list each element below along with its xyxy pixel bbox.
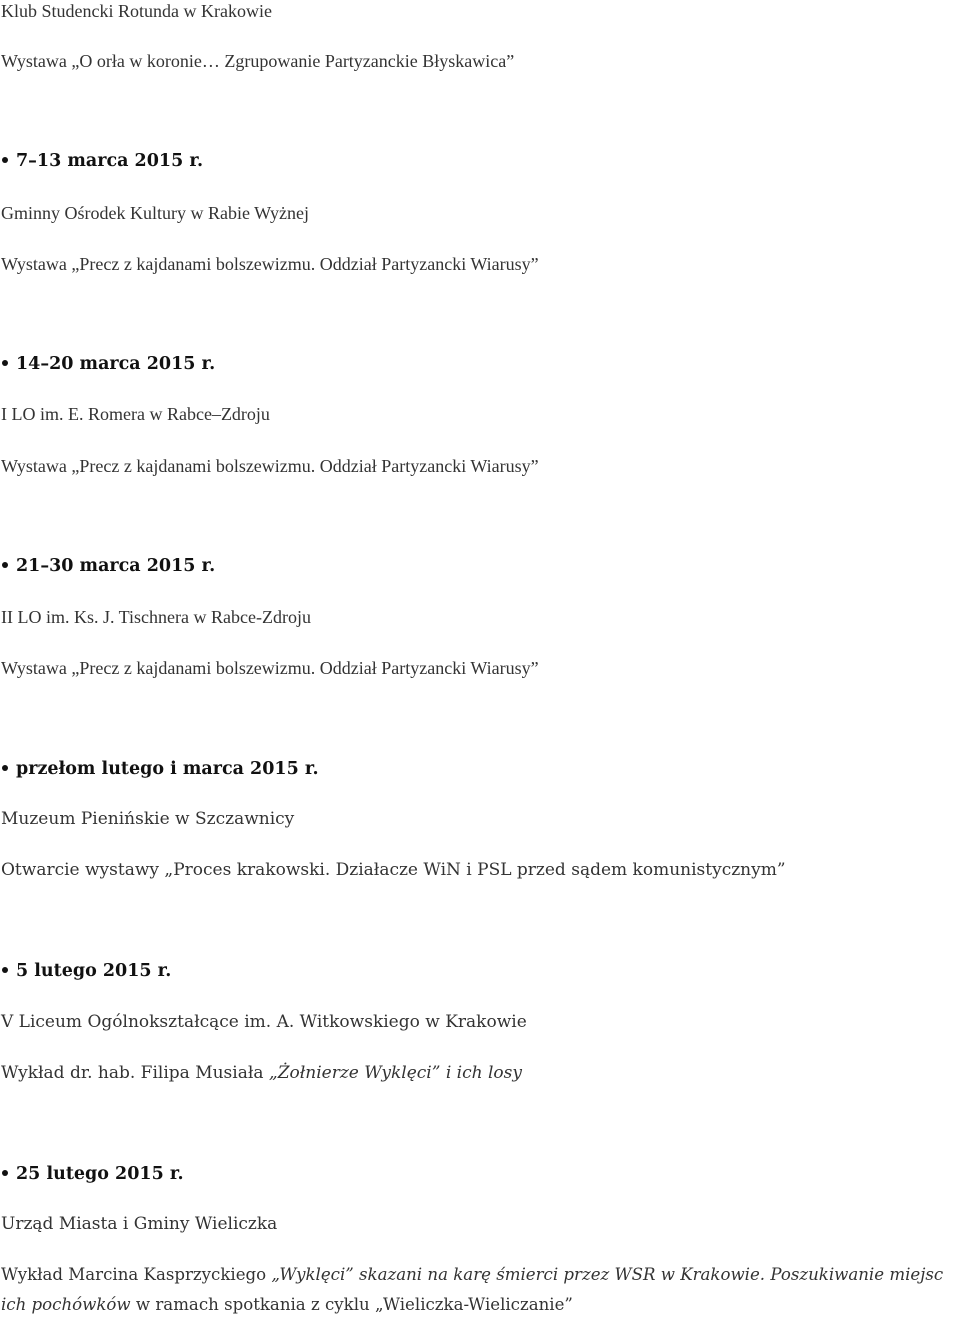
event-text-italic: „Wyklęci” skazani na karę śmierci przez WSR w Krakowie. Poszukiwanie miejsc ich pochówków [1,1265,944,1314]
event-text: Wystawa „Precz z kajdanami bolszewizmu. Oddział Partyzancki Wiarusy” [1,254,539,274]
event-text [1,1260,960,1320]
event-text: Wystawa „Precz z kajdanami bolszewizmu. Oddział Partyzancki Wiarusy” [1,658,539,678]
event-text [1,1062,522,1084]
venue-text: Urząd Miasta i Gminy Wieliczka [1,1214,278,1234]
venue-text: V Liceum Ogólnokształcące im. A. Witkowskiego w Krakowie [1,1012,527,1032]
venue-text: Klub Studencki Rotunda w Krakowie [1,1,272,21]
list-item-date [1,960,171,982]
list-item-date [1,758,319,780]
date-text: 14–20 marca 2015 r. [16,354,216,374]
date-text: 7–13 marca 2015 r. [16,151,204,171]
event-text-italic: „Żołnierze Wyklęci” i ich losy [268,1063,522,1083]
bullet-icon [2,562,8,568]
event-text: Wystawa „O orła w koronie… Zgrupowanie Partyzanckie Błyskawica” [1,51,515,71]
event-text-plain: Wykład dr. hab. Filipa Musiała [1,1063,269,1083]
event-text: Wystawa „Precz z kajdanami bolszewizmu. Oddział Partyzancki Wiarusy” [1,456,539,476]
bullet-icon [2,157,8,163]
venue-text: Muzeum Pienińskie w Szczawnicy [1,809,295,829]
venue-text: II LO im. Ks. J. Tischnera w Rabce-Zdroju [1,607,311,627]
event-text-plain: w ramach spotkania z cyklu „Wieliczka-Wieliczanie” [130,1295,573,1314]
date-text: 25 lutego 2015 r. [16,1164,184,1184]
bullet-icon [2,967,8,973]
date-text: 5 lutego 2015 r. [16,961,172,981]
list-item-date [1,1163,184,1185]
list-item-date [1,555,215,577]
venue-text: I LO im. E. Romera w Rabce–Zdroju [1,404,270,424]
venue-text: Gminny Ośrodek Kultury w Rabie Wyżnej [1,203,310,223]
date-text: 21–30 marca 2015 r. [16,556,216,576]
date-text: przełom lutego i marca 2015 r. [16,759,319,779]
list-item-date [1,353,215,375]
bullet-icon [2,765,8,771]
event-text-plain: Wykład Marcina Kasprzyckiego [1,1265,272,1284]
bullet-icon [2,360,8,366]
bullet-icon [2,1170,8,1176]
list-item-date [1,150,203,172]
event-text: Otwarcie wystawy „Proces krakowski. Działacze WiN i PSL przed sądem komunistycznym” [1,860,786,880]
